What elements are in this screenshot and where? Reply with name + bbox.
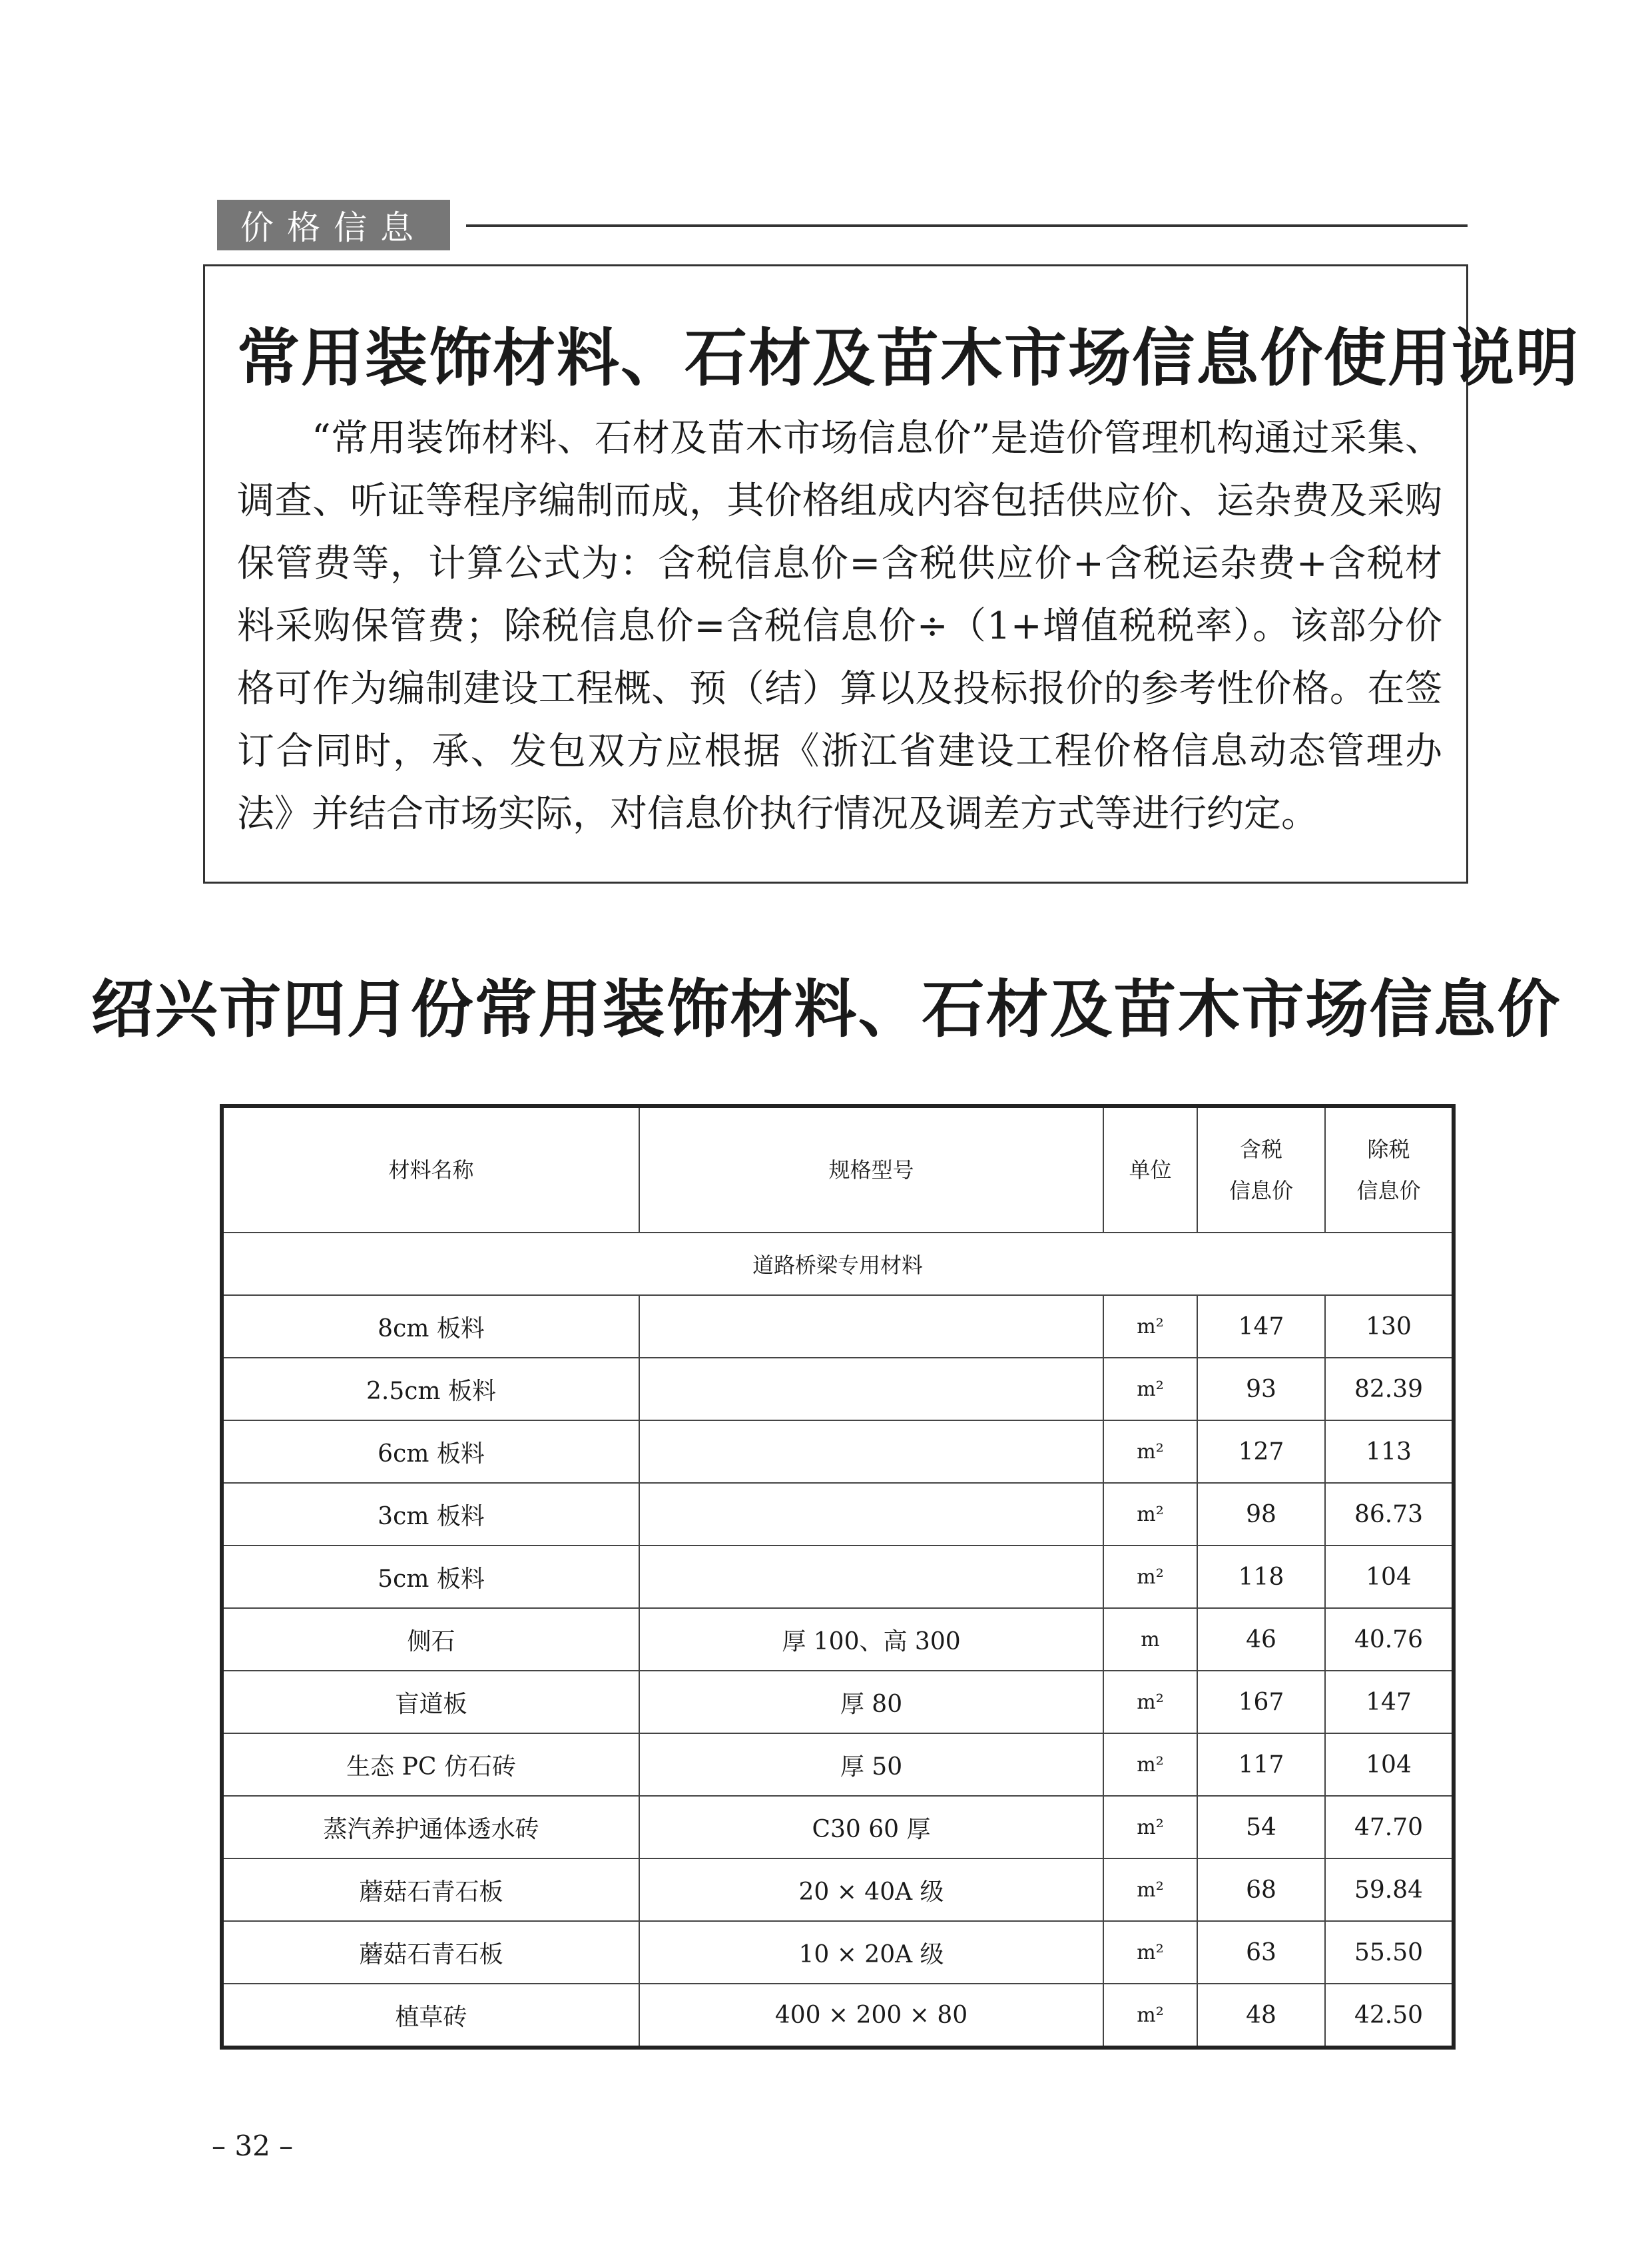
cell-unit: m² <box>1103 1546 1197 1608</box>
section-row <box>222 1233 1454 1295</box>
cell-unit: m <box>1103 1608 1197 1671</box>
cell-name: 植草砖 <box>222 1984 639 2048</box>
cell-unit: m² <box>1103 1358 1197 1420</box>
header-tax-exclusive-line2: 信息价 <box>1356 1178 1421 1203</box>
cell-spec: 400 × 200 × 80 <box>639 1984 1103 2048</box>
table-row <box>222 1546 1454 1608</box>
header-name: 材料名称 <box>222 1106 639 1233</box>
cell-tax-inclusive: 118 <box>1197 1546 1325 1608</box>
cell-tax-inclusive: 127 <box>1197 1420 1325 1483</box>
cell-spec <box>639 1420 1103 1483</box>
cell-tax-exclusive: 42.50 <box>1325 1984 1454 2048</box>
cell-tax-inclusive: 98 <box>1197 1483 1325 1546</box>
cell-name: 蒸汽养护通体透水砖 <box>222 1796 639 1858</box>
cell-name: 6cm 板料 <box>222 1420 639 1483</box>
table-row <box>222 1358 1454 1420</box>
cell-unit: m² <box>1103 1921 1197 1984</box>
table-row <box>222 1733 1454 1796</box>
cell-unit: m² <box>1103 1483 1197 1546</box>
cell-tax-exclusive: 113 <box>1325 1420 1454 1483</box>
section-label: 道路桥梁专用材料 <box>222 1233 1454 1295</box>
cell-tax-exclusive: 86.73 <box>1325 1483 1454 1546</box>
cell-tax-inclusive: 54 <box>1197 1796 1325 1858</box>
cell-unit: m² <box>1103 1858 1197 1921</box>
cell-tax-inclusive: 147 <box>1197 1295 1325 1358</box>
cell-name: 生态 PC 仿石砖 <box>222 1733 639 1796</box>
header-tax-exclusive-line1: 除税 <box>1367 1137 1410 1162</box>
price-table <box>220 1104 1456 2050</box>
table-row <box>222 1420 1454 1483</box>
cell-name: 2.5cm 板料 <box>222 1358 639 1420</box>
cell-unit: m² <box>1103 1671 1197 1733</box>
table-row <box>222 1483 1454 1546</box>
table-row <box>222 1858 1454 1921</box>
cell-tax-exclusive: 47.70 <box>1325 1796 1454 1858</box>
cell-unit: m² <box>1103 1295 1197 1358</box>
cell-unit: m² <box>1103 1796 1197 1858</box>
header-tax-exclusive <box>1325 1106 1454 1233</box>
table-row <box>222 1984 1454 2048</box>
cell-tax-exclusive: 104 <box>1325 1733 1454 1796</box>
cell-spec <box>639 1295 1103 1358</box>
main-title: 绍兴市四月份常用装饰材料、石材及苗木市场信息价 <box>91 974 1561 1046</box>
header-tax-inclusive-line1: 含税 <box>1239 1137 1282 1162</box>
table-row <box>222 1608 1454 1671</box>
table-row <box>222 1796 1454 1858</box>
cell-name: 8cm 板料 <box>222 1295 639 1358</box>
header-spec: 规格型号 <box>639 1106 1103 1233</box>
cell-spec: C30 60 厚 <box>639 1796 1103 1858</box>
cell-name: 盲道板 <box>222 1671 639 1733</box>
cell-tax-exclusive: 82.39 <box>1325 1358 1454 1420</box>
notice-title: 常用装饰材料、石材及苗木市场信息价使用说明 <box>237 322 1580 395</box>
table-row <box>222 1921 1454 1984</box>
cell-tax-inclusive: 93 <box>1197 1358 1325 1420</box>
notice-box <box>203 264 1580 884</box>
cell-tax-inclusive: 63 <box>1197 1921 1325 1984</box>
cell-name: 蘑菇石青石板 <box>222 1858 639 1921</box>
cell-tax-exclusive: 130 <box>1325 1295 1454 1358</box>
notice-body: “常用装饰材料、石材及苗木市场信息价”是造价管理机构通过采集、调查、听证等程序编制而成，其价格组成内容包括供应价、运杂费及采购保管费等，计算公式为：含税信息价=含税供应价+含税运杂费+含税材料采购保管费；除税信息价=含税信息价÷（1+增值税税率）。该部分价格可作为编制建设工程概、预（结）算以及投标报价的参考性价格。在签订合同时，承、发包双方应根据《浙江省建设工程价格信息动态管理办法》并结合市场实际，对信息价执行情况及调差方式等进行约定。 <box>237 417 1442 836</box>
header-unit: 单位 <box>1103 1106 1197 1233</box>
cell-unit: m² <box>1103 1420 1197 1483</box>
cell-unit: m² <box>1103 1733 1197 1796</box>
cell-spec: 20 × 40A 级 <box>639 1858 1103 1921</box>
cell-spec: 厚 80 <box>639 1671 1103 1733</box>
table-row <box>222 1671 1454 1733</box>
cell-spec <box>639 1358 1103 1420</box>
cell-unit: m² <box>1103 1984 1197 2048</box>
cell-spec <box>639 1546 1103 1608</box>
cell-spec: 厚 50 <box>639 1733 1103 1796</box>
cell-tax-inclusive: 167 <box>1197 1671 1325 1733</box>
cell-tax-exclusive: 147 <box>1325 1671 1454 1733</box>
header-rule <box>466 224 1468 227</box>
cell-spec: 10 × 20A 级 <box>639 1921 1103 1984</box>
cell-tax-exclusive: 104 <box>1325 1546 1454 1608</box>
cell-name: 3cm 板料 <box>222 1483 639 1546</box>
cell-tax-inclusive: 46 <box>1197 1608 1325 1671</box>
cell-tax-exclusive: 55.50 <box>1325 1921 1454 1984</box>
header-tax-inclusive-line2: 信息价 <box>1229 1178 1293 1203</box>
cell-tax-inclusive: 48 <box>1197 1984 1325 2048</box>
cell-name: 蘑菇石青石板 <box>222 1921 639 1984</box>
cell-tax-inclusive: 117 <box>1197 1733 1325 1796</box>
page-number: – 32 – <box>212 2129 294 2162</box>
cell-tax-exclusive: 40.76 <box>1325 1608 1454 1671</box>
cell-tax-exclusive: 59.84 <box>1325 1858 1454 1921</box>
header-tax-inclusive <box>1197 1106 1325 1233</box>
cell-spec <box>639 1483 1103 1546</box>
cell-name: 侧石 <box>222 1608 639 1671</box>
section-tag: 价格信息 <box>217 200 450 250</box>
cell-tax-inclusive: 68 <box>1197 1858 1325 1921</box>
table-row <box>222 1295 1454 1358</box>
cell-spec: 厚 100、高 300 <box>639 1608 1103 1671</box>
cell-name: 5cm 板料 <box>222 1546 639 1608</box>
table-header-row <box>222 1106 1454 1233</box>
